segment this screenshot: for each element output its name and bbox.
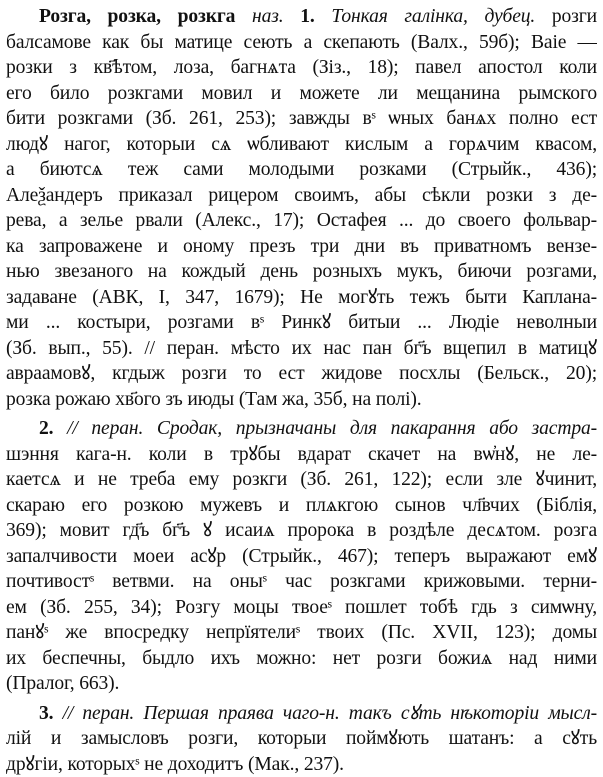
text-line: почтивостˢ ветвми. на оныˢ час розкгами крижовыми. терни- — [6, 569, 597, 595]
text-line: их беспечны, быдло ихъ можно: нет розги божиѧ над ними — [6, 646, 597, 672]
entry-first-line: Розга, розка, розкга наз. 1. Тонкая галінка, дубец. розги — [6, 4, 597, 30]
text-line: (Пралог, 663). — [6, 671, 597, 697]
text-line: балсамове как бы матице сеють а скепають (Валх., 59б); Ваіе — — [6, 30, 597, 56]
text-line: людꙋ нагог, которыи сѧ ѡбливают кислым а горѧчим квасом, — [6, 132, 597, 158]
text-line: задаване (АВК, І, 347, 1679); Не могꙋть тежъ быти Каплана- — [6, 285, 597, 311]
text-line: дрꙋгіи, которыхˢ не доходитъ (Мак., 237). — [6, 752, 597, 777]
text-line: ми ... костыри, розгами вˢ Ринкꙋ битыи ... Людіе неволныи — [6, 310, 597, 336]
text-line: рева, а зелье рвали (Алекс., 17); Остафея ... до своего фольвар- — [6, 208, 597, 234]
sense-2 — [6, 416, 597, 697]
sense-definition: Тонкая галінка, дубец. — [331, 6, 535, 27]
sense-definition: // перан. Першая праява чаго-н. такъ сꙋть нѣкоторіи мысл- — [63, 703, 597, 724]
text-line: Алеѯандеръ приказал рицером своимъ, абы сѣкли розки з де- — [6, 183, 597, 209]
sense-1 — [6, 4, 597, 412]
text-line: скараю его розкою мужевъ и плѧкгою сынов чл҃вчих (Біблія, — [6, 493, 597, 519]
text-line: нью звезаного на кождый день розныхъ мукъ, биючи розгами, — [6, 259, 597, 285]
text-line: запалчивости моеи асꙋр (Стрыйк., 467); теперъ выражают емꙋ — [6, 544, 597, 570]
text-line: шэння кага-н. коли в трꙋбы вдарат скачет на вѡ҆нꙋ, не ле- — [6, 442, 597, 468]
text-line: панꙋˢ же впосредку непрїятелиˢ твоих (Пс. XVII, 123); домы — [6, 620, 597, 646]
text-line: (Зб. вып., 55). // перан. мѣсто их нас пан бг҃ъ вщепил в матицꙋ — [6, 336, 597, 362]
sense-2-first-line — [6, 416, 597, 442]
sense-3-first-line — [6, 701, 597, 727]
text-line: розки з кв҃ѣтом, лоза, багнѧта (Зіз., 18); павел апостол коли — [6, 55, 597, 81]
text-line: лій и замысловъ розги, которыи поймꙋють шатанъ: а сꙋть — [6, 726, 597, 752]
headword: Розга, розка, розкга — [39, 6, 235, 27]
text-line: ем (Зб. 255, 34); Розгу моцы твоеˢ пошлет тобѣ гдь з симѡну, — [6, 595, 597, 621]
sense-definition: // перан. Сродак, прызначаны для пакарання або застра- — [67, 418, 597, 439]
sense-number: 2. — [39, 418, 53, 439]
sense-3 — [6, 701, 597, 777]
text-line: авраамовꙋ, кгдыж розги то ест жидове посхлы (Бельск., 20); — [6, 361, 597, 387]
text-line: его било розкгами мовил и можете ли мещанина рымского — [6, 81, 597, 107]
sense-number: 1. — [300, 6, 314, 27]
text-line: розка рожаю хв҃ого зъ июды (Там жа, 35б, на полі). — [6, 387, 597, 413]
text-line: а биютсѧ теж сами молодыми розками (Стрыйк., 436); — [6, 157, 597, 183]
text-line: 369); мовит гд҃ъ бг҃ъ ꙋ исаиѧ пророка в роздѣле десѧтом. розга — [6, 518, 597, 544]
part-of-speech: наз. — [252, 6, 283, 27]
text-line: бити розкгами (Зб. 261, 253); завжды вˢ ѡных банѧх полно ест — [6, 106, 597, 132]
text-line: ка запроважене и оному презъ три дни въ приватномъ вензе- — [6, 234, 597, 260]
text-line: каетсѧ и не треба ему розкги (Зб. 261, 122); если зле ꙋчинит, — [6, 467, 597, 493]
sense-number: 3. — [39, 703, 53, 724]
